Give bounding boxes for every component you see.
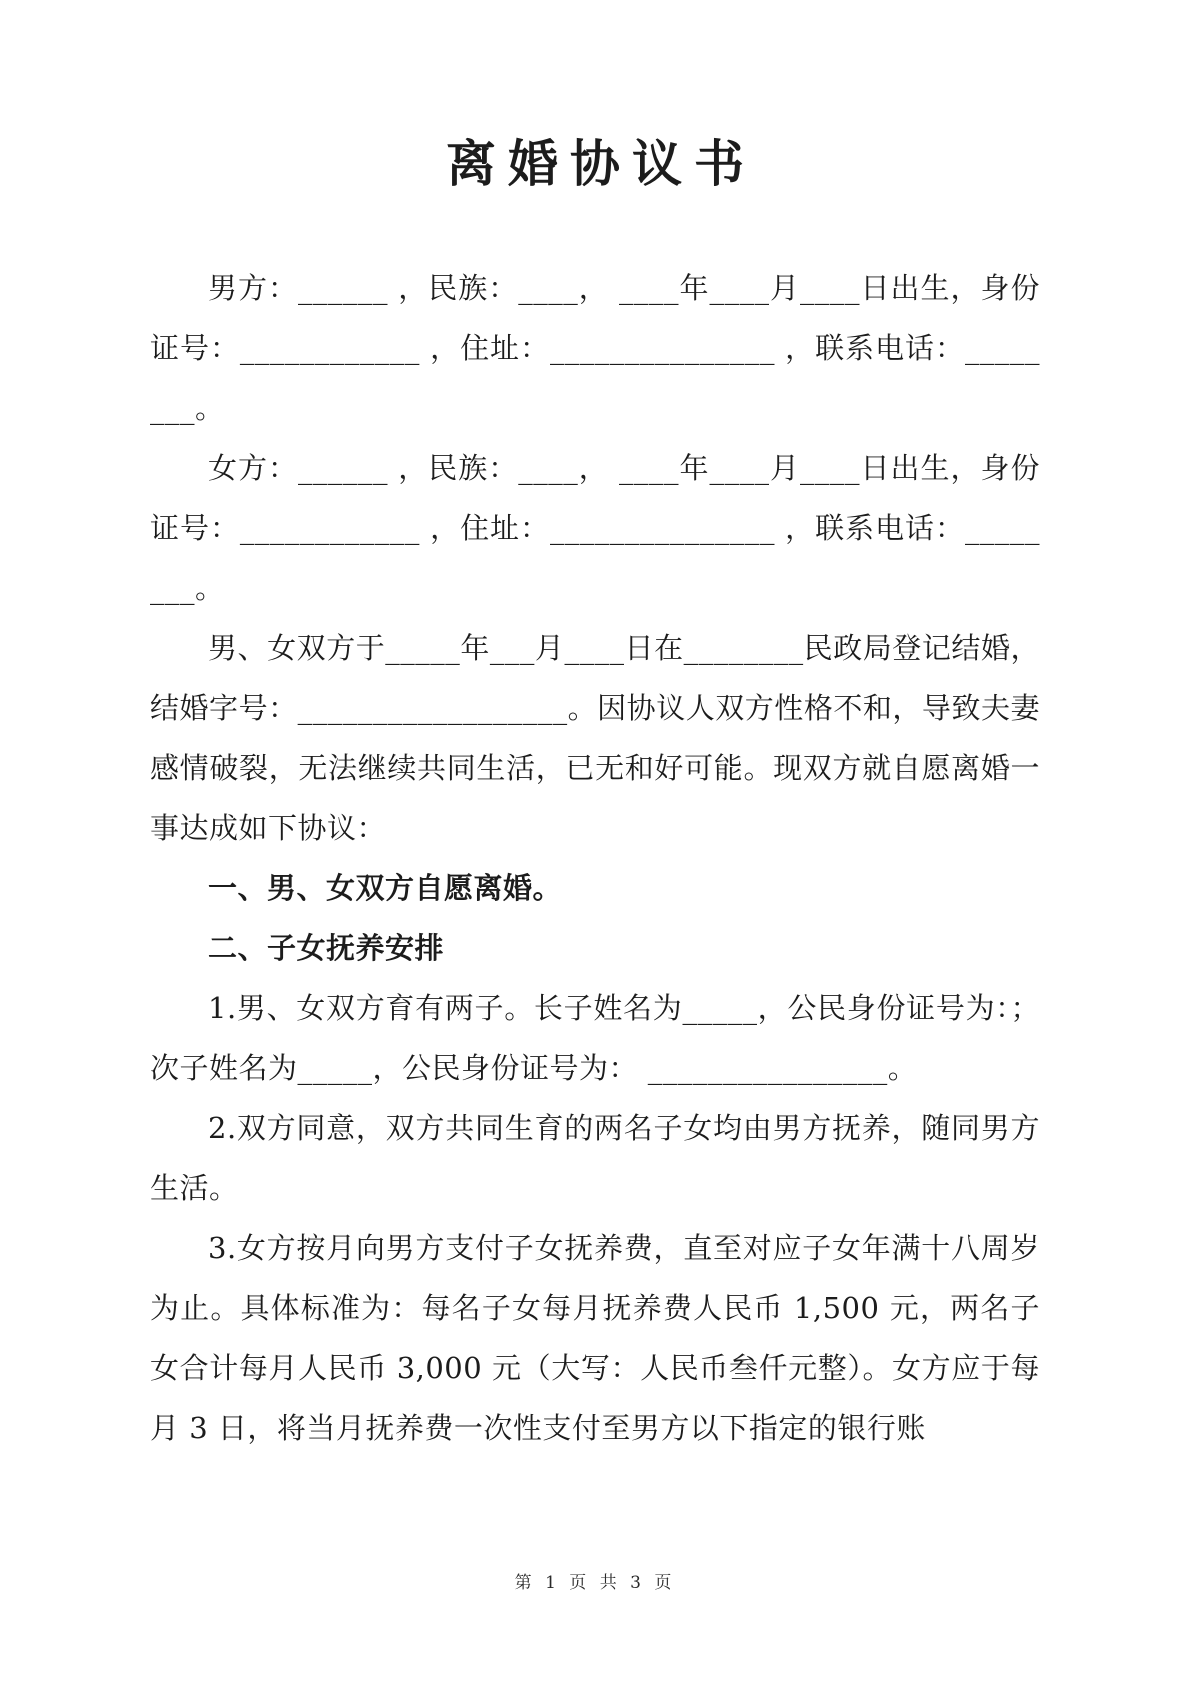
- party-b-info-paragraph: 女方：______ ，民族：____， ____年____月____日出生，身份证号：____________ ，住址：_______________ ，联系电话：________。: [150, 451, 1040, 605]
- clause-2-custody-agreement: 2.双方同意，双方共同生育的两名子女均由男方抚养，随同男方生活。: [150, 1111, 1040, 1205]
- document-body: [150, 258, 1040, 1458]
- page-footer: 第 1 页 共 3 页: [514, 1573, 676, 1593]
- section-1-heading-voluntary-divorce: 一、男、女双方自愿离婚。: [208, 871, 563, 905]
- clause-1-children-names: 1.男、女双方育有两子。长子姓名为_____，公民身份证号为：；次子姓名为_____，公民身份证号为： ________________。: [150, 991, 1040, 1085]
- clause-3-child-support-payment: 3.女方按月向男方支付子女抚养费，直至对应子女年满十八周岁为止。具体标准为：每名子女每月抚养费人民币 1,500 元，两名子女合计每月人民币 3,000 元（大写：人民币叁仟元整）。女方应于每月 3 日，将当月抚养费一次性支付至男方以下指定的银行账: [150, 1231, 1040, 1445]
- party-a-info-paragraph: 男方：______ ，民族：____， ____年____月____日出生，身份证号：____________ ，住址：_______________ ，联系电话：________。: [150, 271, 1040, 425]
- marriage-registration-paragraph: 男、女双方于_____年___月____日在________民政局登记结婚，结婚字号：__________________。因协议人双方性格不和，导致夫妻感情破裂，无法继续共同生活，已无和好可能。现双方就自愿离婚一事达成如下协议：: [150, 631, 1040, 845]
- document-title: 离婚协议书: [446, 134, 756, 193]
- section-2-heading-child-custody: 二、子女抚养安排: [208, 931, 445, 965]
